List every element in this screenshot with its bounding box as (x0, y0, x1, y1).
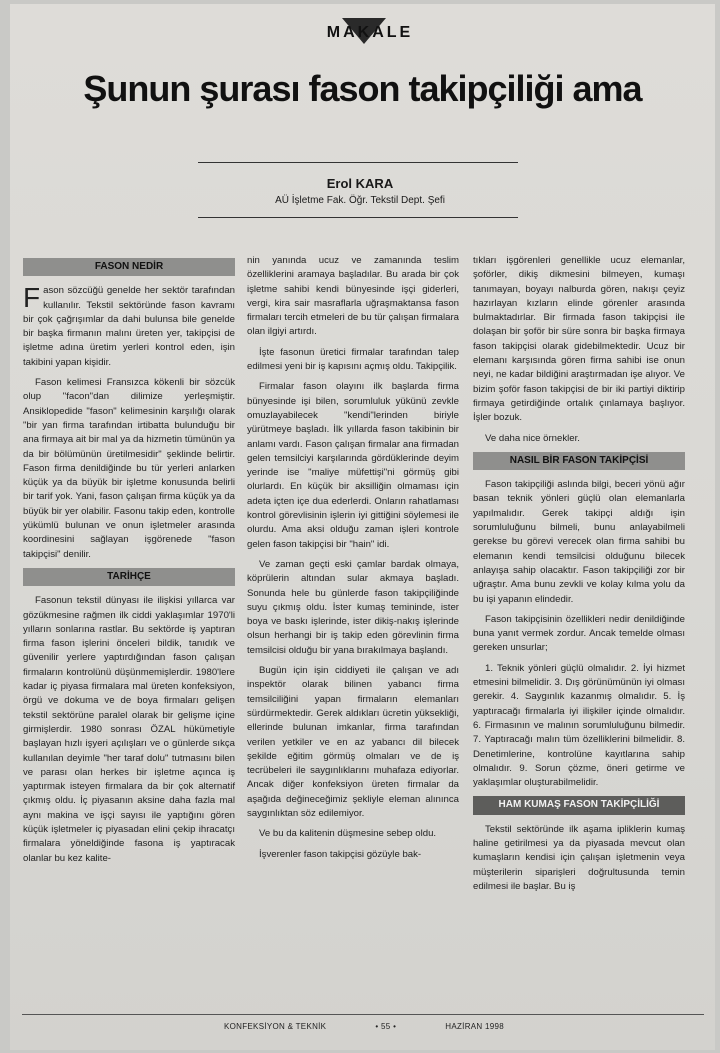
paragraph (23, 284, 235, 370)
paragraph: Ve daha nice örnekler. (485, 432, 580, 444)
footer-magazine-name: KONFEKSİYON & TEKNİK (224, 1022, 327, 1031)
paragraph: İşverenler fason takipçisi gözüyle bak- (259, 848, 422, 860)
paragraph: İşte fasonun üretici firmalar tarafından talep edilmesi yeni bir iş kapısını açmış oldu. Takipçilik. (247, 346, 459, 373)
paragraph: nin yanında ucuz ve zamanında teslim özelliklerini aramaya başladılar. Bu arada bir çok işletme sahibi kendi bünyesinde işçi giderleri, vergi, kira sair masraflarla uğraşmaktansa fason firmaları tercih etmeleri de bu tür çalışan firmalara olan ilgiyi artırdı. (247, 255, 459, 338)
column-1 (23, 254, 235, 872)
article-title: Şunun şurası fason takipçiliği ama (83, 68, 642, 109)
paragraph: tıkları işgörenleri genellikle ucuz elemanlar, şoförler, dikiş dikmesini bilmeyen, kumaşı tanımayan, boyayı nalburda gören, nakışı çeyiz hazırlayan kızların elinde görenler arasında bulmaktadırlar. Bir firmada fason takipçisi ile dolaşan bir şoför bir süre sonra bir başka firmaya fason takipçisi olarak gidebilmektedir. Ucuz bir elemanı karşısında gören firma sahibi ise onun neyi, ne kadar bildiğini araştırmadan işe alıyor. Ve bizim şoför fason takipçisi de bir iki partiyi diktirip firmaya getirdiğinde ortalık çınlamaya başlıyor. İşler bozuk. (473, 255, 685, 424)
author-affiliation: AÜ İşletme Fak. Öğr. Tekstil Dept. Şefi (275, 195, 445, 206)
subheading-fason-nedir: FASON NEDİR (23, 258, 235, 276)
column-3 (473, 254, 685, 900)
paragraph: Bugün için işin ciddiyeti ile çalışan ve adı inspektör olarak bilinen yabancı firma temsilciliğini yapan firmaların elemanları sürdürmektedir. Gerek aldıkları ücretin yüksekliği, ellerinde bulunan imkanlar, firma tarafından verilen yetkiler ve en az yabancı dil bilecek şekilde eğitim görmüş olmaları ve de iş tecrübeleri ile saygınlıklarını muhafaza ediyorlar. Ancak diğer konfeksiyon üreten firmalar da aşağıda değineceğimiz şekliyle eleman alınınca saygınlıktan söz edilemiyor. (247, 665, 459, 819)
page-footer (224, 1022, 504, 1031)
paragraph: Fason takipçisinin özellikleri nedir denildiğinde buna yanıt vermek zordur. Ancak temelde olması gereken unsurlar; (473, 613, 685, 654)
footer-page-number: • 55 • (375, 1022, 397, 1031)
footer-date: HAZİRAN 1998 (445, 1022, 504, 1031)
paragraph: Ve zaman geçti eski çamlar bardak olmaya, köprülerin altından sular akmaya başladı. Sonunda hele bu günlerde fason takipçiliğinde suyu çıkmış oldu. İster kumaş temininde, ister boya ve baskı işlerinde, ister dikiş-nakış işlerinde olsun herhangi bir iş takip eden görevlinin firma temsilcisi olduğu bir yana bırakılmaya başlandı. (247, 558, 459, 656)
paragraph: Tekstil sektöründe ilk aşama ipliklerin kumaş haline getirilmesi ya da piyasada mevcut olan kumaşların kendisi için çalışan işletmenin veya müşterilerin siparişleri doğrultusunda temin edilmesi ile başlar. Bu iş (473, 823, 685, 892)
magazine-page (10, 4, 715, 1050)
column-2 (247, 254, 459, 868)
subheading-ham-kumas: HAM KUMAŞ FASON TAKİPÇİLİĞİ (473, 796, 685, 814)
paragraph-text: ason sözcüğü genelde her sektör tarafından kullanılır. Tekstil sektöründe fason kavramı bir çok çağrışımlar da dahi bulunsa bile genelde bir başka firmanın malını üreten yer, takipçisi de işletme adına üretim yerleri kontrol eden, işin takibini yapan kişidir. (23, 285, 235, 368)
subheading-tarihce: TARİHÇE (23, 568, 235, 586)
byline-top-rule (198, 162, 518, 163)
drop-cap: F (23, 282, 41, 314)
paragraph: Fason kelimesi Fransızca kökenli bir sözcük olup "facon"dan dilimize yerleşmiştir. Ansiklopedide "fason" kelimesinin karşılığı olarak "bir yan firma tarafından irtibatta bulunduğu bir ana firmaya ait bir mal ya da hizmetin tümünün ya da bir bölümünün üretilmesidir" şeklinde belirtir. Fason firma denildiğinde bu tür yerleri anlarken küçük ya da büyük bir işletme konusunda belirli bir tarif yok. Yani, fason çalışan firma küçük ya da büyük bir yer olabilir. Fasonu takip eden, kontrolle yükümlü bulunan ve onun işletmeler arasında koordinesini sağlayan işgörenede "fason takipçisi" denilir. (23, 377, 235, 560)
section-label-text: MAKALE (326, 24, 414, 41)
paragraph: Firmalar fason olayını ilk başlarda firma bünyesinde işi bilen, sorumluluk yükünü zevkle omuzlayabilecek "kendi"lerinden biriyle yürütmeye başladı. İlk yıllarda fason takibinin bir anlamı vardı. Fason çalışan firmalar ana firmadan gelen temsilciyi karşılarında gördüklerinde deyim yerinde ise "maliye müfettişi"ni görmüş gibi olurlardı. En küçük bir aksilliğin olmaması için adeta içten içe dua ederlerdi. Onların rahatlaması kontrol görevlisinin işlerin iyi gittiğini söylemesi ile olurdu. Ama aksi olduğu zaman işleri kontrole gelen fason takipçisi bir "hain" idi. (247, 381, 459, 550)
paragraph: Ve bu da kalitenin düşmesine sebep oldu. (259, 828, 437, 840)
numbered-list: 1. Teknik yönleri güçlü olmalıdır. 2. İyi hizmet etmesini bilmelidir. 3. Dış görünümünün iyi olması gerekir. 4. Saygınlık kazanmış olmalıdır. 5. İş yaptıracağı firmalarla iyi ilişkiler içinde olmalıdır. 6. Firmasının ve malının sorumluluğunu bilmedir. 7. Yaptıracağı malın tüm özelliklerini bilmelidir. 8. Denetimlerine, kontrolüne kayıtlarına sahip olmalıdır. 9. Sorun çözme, öneri getirme ve yaklaşımlar oluşturabilmelidir. (473, 662, 685, 789)
author-name: Erol KARA (326, 176, 394, 191)
section-label (310, 18, 430, 54)
byline-bottom-rule (198, 217, 518, 218)
paragraph: Fasonun tekstil dünyası ile ilişkisi yıllarca var gözükmesine rağmen ilk ciddi yaklaşımlar 1970'li yılların sonlarına rastlar. Bu sektörde iş yaptıran firma fason işlerini önceleri bildik, tanıdık ve güvenilir yerlere yaptırdığından fason çalışan firmaların kontrolünü düşünmemişlerdir. 1980'lere kadar iç piyasa firmalara mal üreten konfeksiyon, örgü ve dokuma ve de boya firmaları gelişen tekstil sektörüne paralel olarak bir gelişme içine girmişlerdir. 1980 sonrası ÖZAL hükümetiyle başlayan hızlı işyeri açılışları ve o günlerde sıkça kullanılan deyimle "her taraf dolu" tutmasını bilen ve parası olan herkes bir işletme açınca iş yaptırmak isteyen firmalara da bir çok alternatif çıkmış oldu. İç piyasanın aksine daha fazla mal aynı makina ve işçi sayısı ile yaptığını gören küçük işletmeler iç piyasadan elini çekip ihracatçı firmalara yöneldiğinde fasona iş yaptıracak olanlar bu kez kalite- (23, 595, 235, 864)
subheading-nasil-bir-fason-takipcisi: NASIL BİR FASON TAKİPÇİSİ (473, 452, 685, 470)
footer-rule (22, 1014, 704, 1015)
paragraph: Fason takipçiliği aslında bilgi, beceri yönü ağır basan teknik yönleri güçlü olan elemanlarla yapılmalıdır. Gerek takipçi aldığı işin sorumluluğunu bilmeli, bunu anlayabilmeli gerekse bu görevi verecek olan firma sahibi bu elemanın kendi temsilcisi olduğunu bilecek anlayışa sahip olacaktır. Fason takipçiliği zor bir uğraştır. Ama bunu zevkli ve kolay kılma yolu da bu işi yapanın elindedir. (473, 479, 685, 605)
